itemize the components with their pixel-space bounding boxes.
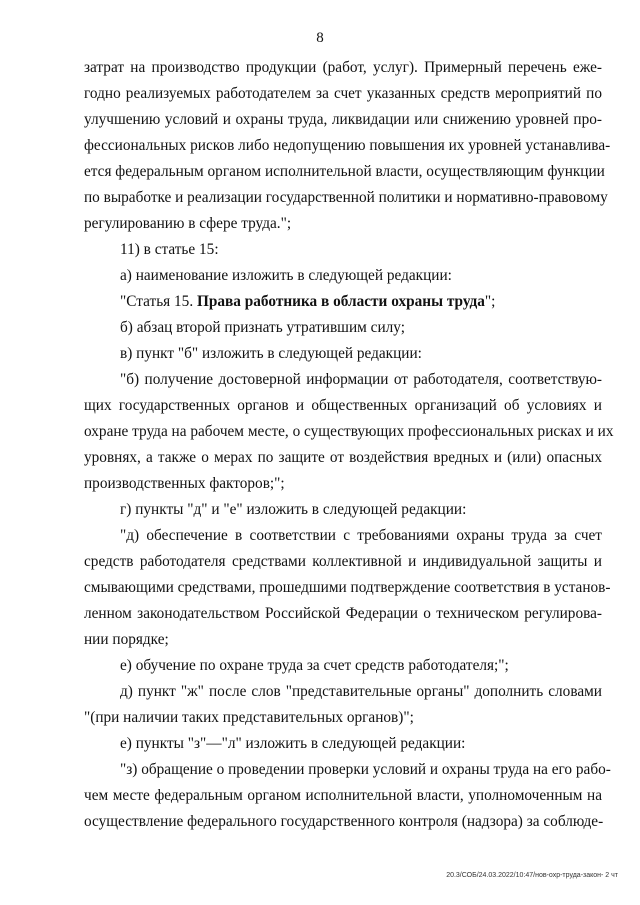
text-line: д) пункт "ж" после слов "представительные органы" дополнить словами [120, 683, 602, 700]
document-footer: 20.3/СОБ/24.03.2022/10:47/нов-охр-труда-закон- 2 чт [446, 872, 618, 879]
text-line: ется федеральным органом исполнительной власти, осуществляющим функции [84, 163, 605, 180]
text-line: годно реализуемых работодателем за счет указанных средств мероприятий по [84, 85, 602, 102]
text-line: уровнях, а также о мерах по защите от воздействия вредных и (или) опасных [84, 449, 602, 466]
text-line: осуществление федерального государственного контроля (надзора) за соблюде- [84, 813, 604, 830]
text-line: нии порядке; [84, 631, 169, 648]
text-line: средств работодателя средствами коллективной и индивидуальной защиты и [84, 553, 602, 570]
article-heading-title: Права работника в области охраны труда [196, 293, 485, 310]
text-line: по выработке и реализации государственной политики и нормативно-правовому [84, 189, 608, 206]
text-line: е) пункты "з"—"л" изложить в следующей редакции: [120, 735, 466, 752]
text-line: фессиональных рисков либо недопущению повышения их уровней устанавлива- [84, 137, 611, 154]
text-line: "з) обращение о проведении проверки условий и охраны труда на его рабо- [120, 761, 611, 778]
text-line: ленном законодательством Российской Федерации о техническом регулирова- [84, 605, 602, 622]
text-line: затрат на производство продукции (работ, услуг). Примерный перечень еже- [84, 59, 602, 76]
text-line: а) наименование изложить в следующей редакции: [120, 267, 452, 284]
article-heading-line [120, 292, 602, 312]
text-line: "д) обеспечение в соответствии с требованиями охраны труда за счет [120, 527, 602, 544]
text-line: "б) получение достоверной информации от работодателя, соответствую- [120, 371, 602, 388]
page-number: 8 [316, 30, 324, 46]
text-line: чем месте федеральным органом исполнительной власти, уполномоченным на [84, 787, 602, 804]
text-line: производственных факторов;"; [84, 475, 285, 492]
text-line: смывающими средствами, прошедшими подтверждение соответствия в установ- [84, 579, 611, 596]
text-line: е) обучение по охране труда за счет средств работодателя;"; [120, 657, 509, 674]
text-line: улучшению условий и охраны труда, ликвидации или снижению уровней про- [84, 111, 602, 128]
text-line: 11) в статье 15: [120, 241, 219, 258]
text-line: щих государственных органов и общественных организаций об условиях и [84, 397, 602, 414]
text-line: регулированию в сфере труда."; [84, 215, 292, 232]
text-line: охране труда на рабочем месте, о существующих профессиональных рисках и их [84, 423, 614, 440]
text-line: б) абзац второй признать утратившим силу; [120, 319, 405, 336]
text-line: г) пункты "д" и "е" изложить в следующей редакции: [120, 501, 467, 518]
article-heading-suffix: "; [484, 293, 496, 310]
text-line: "(при наличии таких представительных органов)"; [84, 709, 414, 726]
text-line: в) пункт "б" изложить в следующей редакции: [120, 345, 422, 362]
article-heading-prefix: "Статья 15. [120, 293, 197, 310]
